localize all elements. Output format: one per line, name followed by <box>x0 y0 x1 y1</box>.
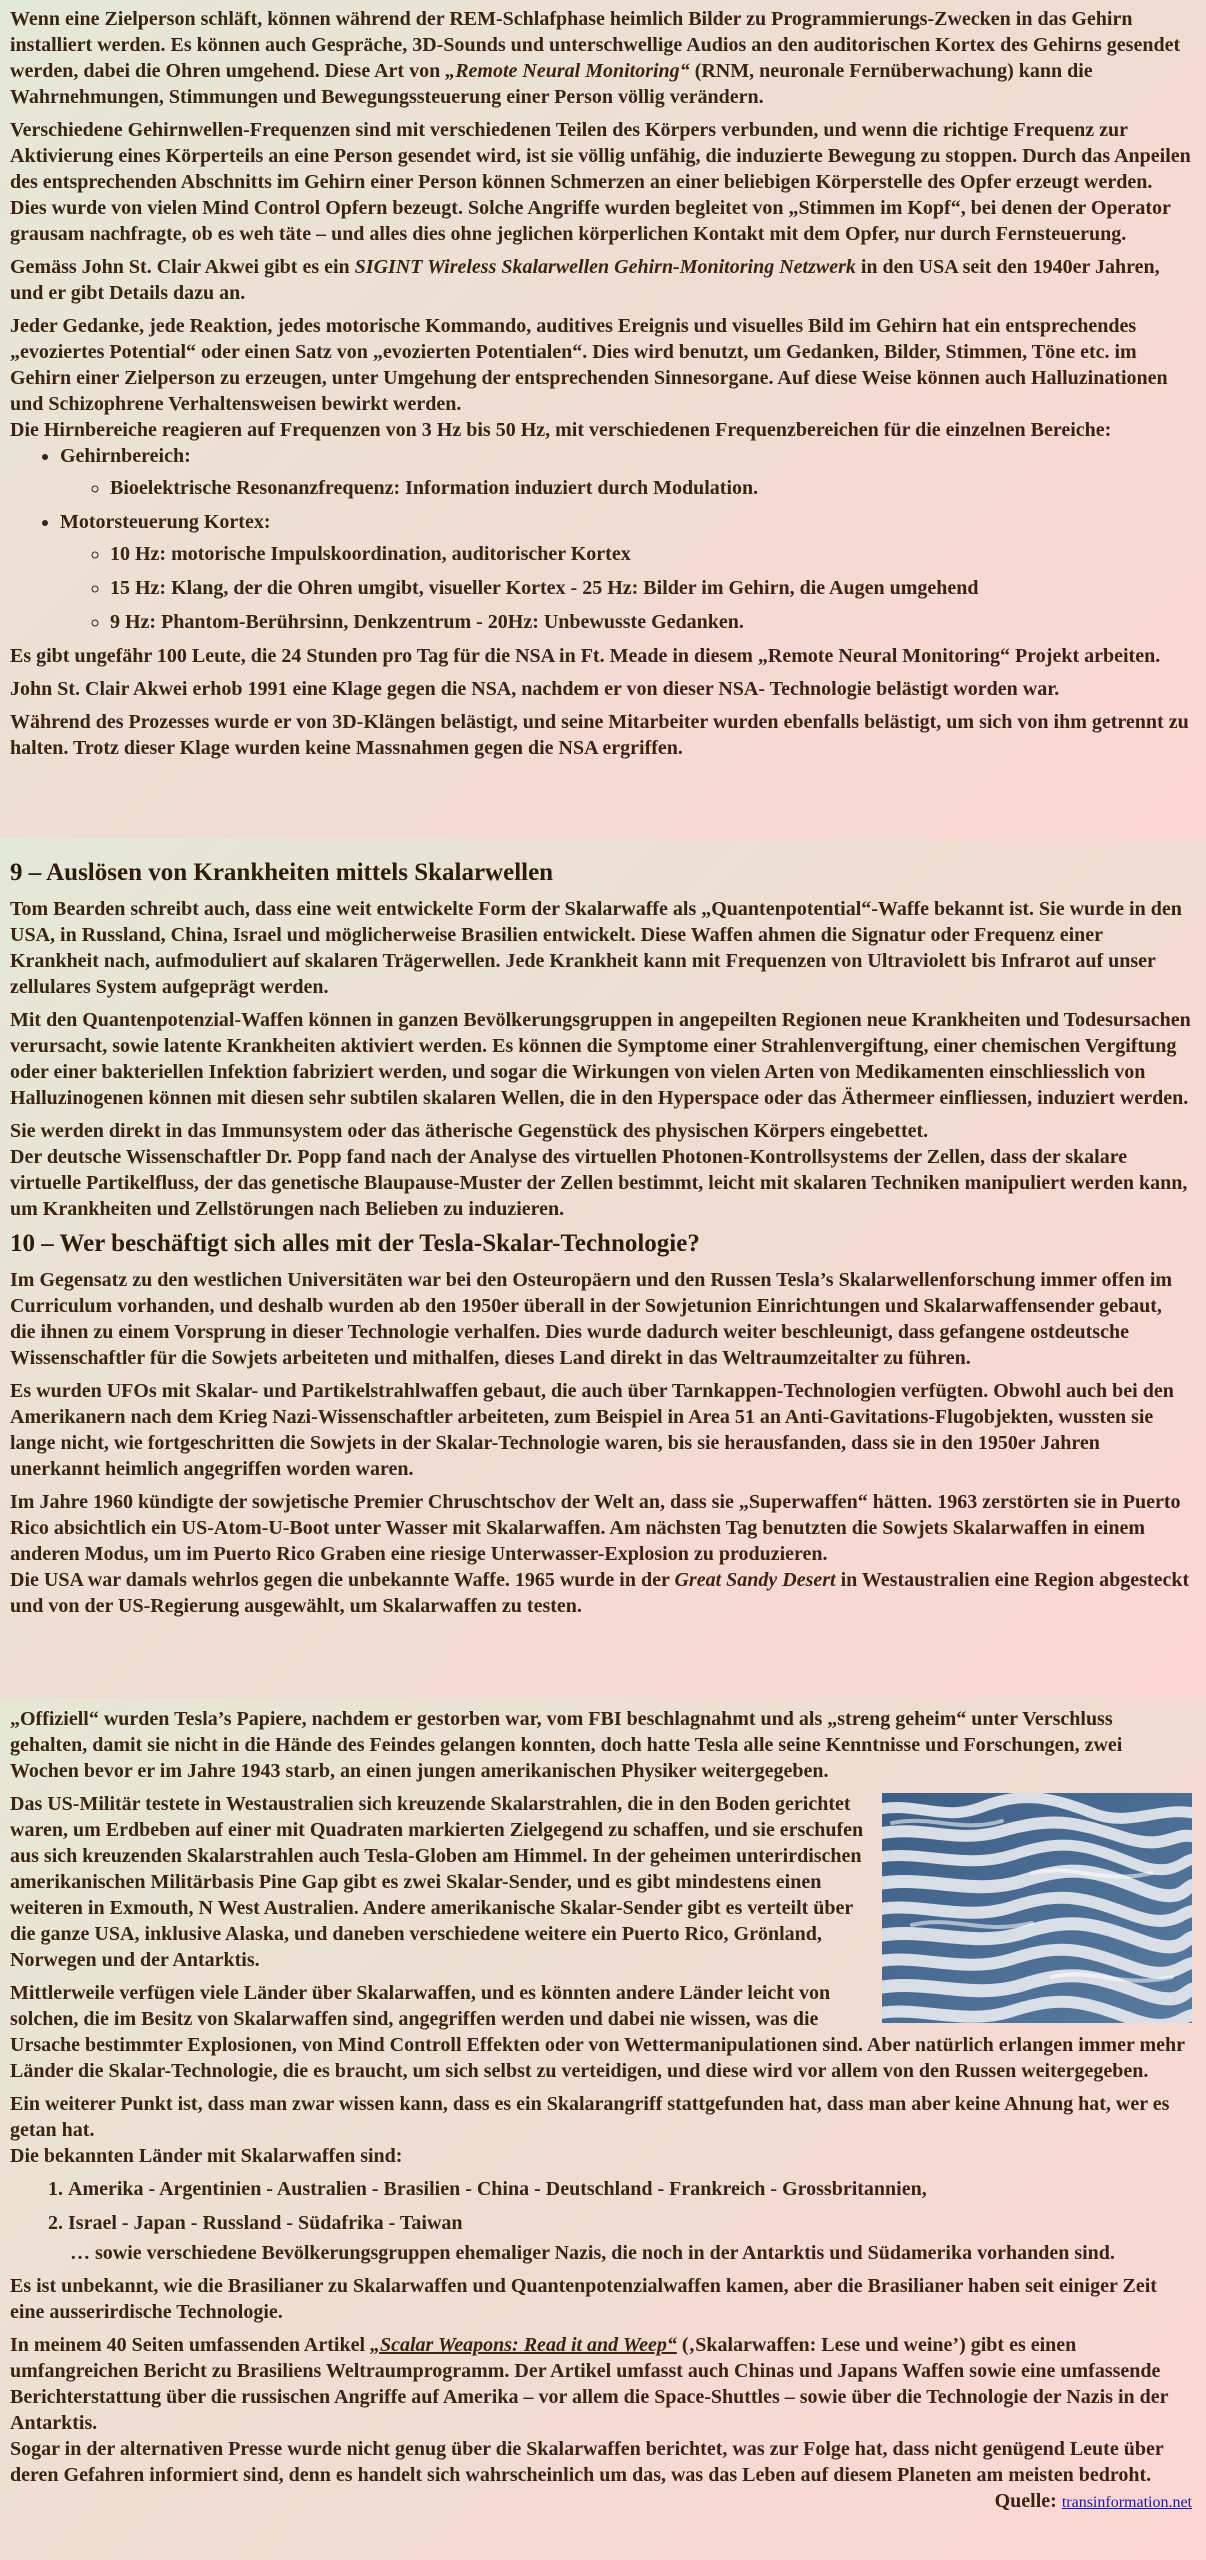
list-item: • Motorsteuerung Kortex: ◦ 10 Hz: motorische Impulskoordination, auditorischer Kortex ◦ 15 Hz: Klang, der die Ohren umgibt, visueller Kortex - 25 Hz: Bilder im Gehirn, die Augen umgehend ◦ 9 Hz: Phantom-Berührsinn, Denkzentrum - 20Hz: Unbewusste Gedanken. <box>60 509 1192 635</box>
list-item: • Gehirnbereich: ◦ Bioelektrische Resonanzfrequenz: Information induziert durch Modulation. <box>60 443 1192 501</box>
section-rnm <box>0 0 1206 838</box>
paragraph: Mittlerweile verfügen viele Länder über Skalarwaffen, und es könnten andere Länder leicht von solchen, die im Besitz von Skalarwaffen sind, angegriffen werden und dabei nie wissen, was die Ursache bestimmter Explosionen, von Mind Controll Effekten oder von Wettermanipulationen sind. Aber natürlich erlangen immer mehr Länder die Skalar-Technologie, die es braucht, um sich selbst zu verteidigen, und diese wird vor allem von den Russen weitergegeben. <box>10 1982 1185 2082</box>
paragraph: In meinem 40 Seiten umfassenden Artikel „Scalar Weapons: Read it and Weep“ (‚Skalarwaffen: Lese und weine’) gibt es einen umfangreichen Bericht zu Brasiliens Weltraumprogramm. Der Artikel umfasst auch Chinas und Japans Waffen sowie eine umfassende Berichterstattung über die russischen Angriffe auf Amerika – vor allem die Space-Shuttles – sowie über die Technologie der Nazis in der Antarktis. <box>10 2334 1169 2434</box>
section-krankheiten <box>0 838 1206 1698</box>
paragraph: Gemäss John St. Clair Akwei gibt es ein SIGINT Wireless Skalarwellen Gehirn-Monitoring Netzwerk in den USA seit den 1940er Jahren, und er gibt Details dazu an. <box>10 256 1160 304</box>
paragraph: Ein weiterer Punkt ist, dass man zwar wissen kann, dass es ein Skalarangriff stattgefunden hat, dass man aber keine Ahnung hat, wer es getan hat. <box>10 2093 1170 2141</box>
paragraph: Verschiedene Gehirnwellen-Frequenzen sind mit verschiedenen Teilen des Körpers verbunden, und wenn die richtige Frequenz zur Aktivierung eines Körperteils an eine Person gesendet wird, ist sie völlig unfähig, die induzierte Bewegung zu stoppen. Durch das Anpeilen des entsprechenden Abschnitts im Gehirn einer Person können Schmerzen an einer beliebigen Körperstelle des Opfer erzeugt werden. Dies wurde von vielen Mind Control Opfern bezeugt. Solche Angriffe wurden begleitet von „Stimmen im Kopf“, bei denen der Operator grausam nachfragte, ob es weh täte – und alles dies ohne jeglichen körperlichen Kontakt mit dem Opfer, nur durch Fernsteuerung. <box>10 119 1191 245</box>
paragraph: Tom Bearden schreibt auch, dass eine weit entwickelte Form der Skalarwaffe als „Quantenpotential“-Waffe bekannt ist. Sie wurde in den USA, in Russland, China, Israel und möglicherweise Brasilien entwickelt. Diese Waffen ahmen die Signatur oder Frequenz einer Krankheit nach, aufmoduliert auf skalaren Trägerwellen. Jede Krankheit kann mit Frequenzen von Ultraviolett bis Infrarot auf unser zellulares System aufgeprägt werden. <box>10 898 1182 998</box>
paragraph: Der deutsche Wissenschaftler Dr. Popp fand nach der Analyse des virtuellen Photonen-Kontrollsystems der Zellen, dass der skalare virtuelle Partikelfluss, der das genetische Blaupause-Muster der Zellen bestimmt, leicht mit skalaren Techniken manipuliert werden kann, um Krankheiten und Zellstörungen nach Belieben zu induzieren. <box>10 1146 1188 1220</box>
paragraph: Mit den Quantenpotenzial-Waffen können in ganzen Bevölkerungsgruppen in angepeilten Regionen neue Krankheiten und Todesursachen verursacht, sowie latente Krankheiten aktiviert werden. Es können die Symptome einer Strahlenvergiftung, einer chemischen Vergiftung oder einer bakteriellen Infektion fabriziert werden, und sogar die Wirkungen von vielen Arten von Medikamenten einschliesslich von Halluzinogenen können mit diesen sehr subtilen skalaren Wellen, die in den Hyperspace oder das Äthermeer einfliessen, induziert werden. <box>10 1009 1191 1109</box>
section-tesla <box>0 1698 1206 2560</box>
paragraph: Es ist unbekannt, wie die Brasilianer zu Skalarwaffen und Quantenpotenzialwaffen kamen, aber die Brasilianer haben seit einiger Zeit eine ausserirdische Technologie. <box>10 2275 1157 2323</box>
paragraph: Die bekannten Länder mit Skalarwaffen sind: <box>10 2145 403 2167</box>
frequency-list <box>10 443 1192 635</box>
list-item: ◦ 15 Hz: Klang, der die Ohren umgibt, visueller Kortex - 25 Hz: Bilder im Gehirn, die Augen umgehend <box>110 575 1192 601</box>
source-credit: Quelle: transinformation.net <box>994 2490 1192 2512</box>
countries-list <box>10 2176 1192 2236</box>
list-item: 1. Amerika - Argentinien - Australien - Brasilien - China - Deutschland - Frankreich - Grossbritannien, <box>68 2176 1192 2202</box>
list-item: ◦ Bioelektrische Resonanzfrequenz: Information induziert durch Modulation. <box>110 475 1192 501</box>
paragraph: Das US-Militär testete in Westaustralien sich kreuzende Skalarstrahlen, die in den Boden gerichtet waren, um Erdbeben auf einer mit Quadraten markierten Zielgegend zu schaffen, und sie erschufen aus sich kreuzenden Skalarstrahlen auch Tesla-Globen am Himmel. In der geheimen unterirdischen amerikanischen Militärbasis Pine Gap gibt es zwei Skalar-Sender, und es gibt mindestens einen weiteren in Exmouth, N West Australien. Andere amerikanische Skalar-Sender gibt es verteilt über die ganze USA, inklusive Alaska, und daneben verschiedene weitere ein Puerto Rico, Grönland, Norwegen und der Antarktis. <box>10 1793 864 1971</box>
paragraph: Sie werden direkt in das Immunsystem oder das ätherische Gegenstück des physischen Körpers eingebettet. <box>10 1120 929 1142</box>
paragraph: Es gibt ungefähr 100 Leute, die 24 Stunden pro Tag für die NSA in Ft. Meade in diesem „Remote Neural Monitoring“ Projekt arbeiten. <box>10 645 1161 667</box>
paragraph: John St. Clair Akwei erhob 1991 eine Klage gegen die NSA, nachdem er von dieser NSA- Technologie belästigt worden war. <box>10 678 1060 700</box>
cloud-sky-image <box>882 1793 1192 2023</box>
list-item: ◦ 10 Hz: motorische Impulskoordination, auditorischer Kortex <box>110 541 1192 567</box>
paragraph: Jeder Gedanke, jede Reaktion, jedes motorische Kommando, auditives Ereignis und visuelles Bild im Gehirn hat ein entsprechendes „evoziertes Potential“ oder einen Satz von „evozierten Potentialen“. Dies wird benutzt, um Gedanken, Bilder, Stimmen, Töne etc. im Gehirn einer Zielperson zu erzeugen, unter Umgehung der entsprechenden Sinnesorgane. Auf diese Weise können auch Halluzinationen und Schizophrene Verhaltensweisen bewirkt werden. <box>10 315 1168 415</box>
paragraph: Im Gegensatz zu den westlichen Universitäten war bei den Osteuropäern und den Russen Tesla’s Skalarwellenforschung immer offen im Curriculum vorhanden, und deshalb wurden ab den 1950er überall in der Sowjetunion Einrichtungen und Skalarwaffensender gebaut, die ihnen zu einem Vorsprung in dieser Technologie verhalfen. Dies wurde dadurch weiter beschleunigt, dass gefangene ostdeutsche Wissenschaftler für die Sowjets arbeiteten und mithalfen, dieses Land direkt in das Weltraumzeitalter zu führen. <box>10 1269 1173 1369</box>
section-heading: 10 – Wer beschäftigt sich alles mit der Tesla-Skalar-Technologie? <box>10 1230 700 1257</box>
paragraph: … sowie verschiedene Bevölkerungsgruppen ehemaliger Nazis, die noch in der Antarktis und Südamerika vorhanden sind. <box>70 2242 1115 2264</box>
paragraph: „Offiziell“ wurden Tesla’s Papiere, nachdem er gestorben war, vom FBI beschlagnahmt und als „streng geheim“ unter Verschluss gehalten, damit sie nicht in die Hände des Feindes gelangen konnten, doch hatte Tesla alle seine Kenntnisse und Forschungen, zwei Wochen bevor er im Jahre 1943 starb, an einen jungen amerikanischen Physiker weitergegeben. <box>10 1708 1123 1782</box>
list-item: ◦ 9 Hz: Phantom-Berührsinn, Denkzentrum - 20Hz: Unbewusste Gedanken. <box>110 609 1192 635</box>
paragraph: Die USA war damals wehrlos gegen die unbekannte Waffe. 1965 wurde in der Great Sandy Desert in Westaustralien eine Region abgesteckt und von der US-Regierung ausgewählt, um Skalarwaffen zu testen. <box>10 1569 1190 1617</box>
list-item: 2. Israel - Japan - Russland - Südafrika - Taiwan <box>68 2210 1192 2236</box>
paragraph: Im Jahre 1960 kündigte der sowjetische Premier Chruschtschov der Welt an, dass sie „Superwaffen“ hätten. 1963 zerstörten sie in Puerto Rico absichtlich ein US-Atom-U-Boot unter Wasser mit Skalarwaffen. Am nächsten Tag benutzten die Sowjets Skalarwaffen in einem anderen Modus, um im Puerto Rico Graben eine riesige Unterwasser-Explosion zu produzieren. <box>10 1491 1181 1565</box>
paragraph: Während des Prozesses wurde er von 3D-Klängen belästigt, und seine Mitarbeiter wurden ebenfalls belästigt, um sich von ihm getrennt zu halten. Trotz dieser Klage wurden keine Massnahmen gegen die NSA ergriffen. <box>10 711 1189 759</box>
paragraph: Sogar in der alternativen Presse wurde nicht genug über die Skalarwaffen berichtet, was zur Folge hat, dass nicht genügend Leute über deren Gefahren informiert sind, denn es handelt sich wahrscheinlich um das, was das Leben auf diesem Planeten am meisten bedroht. Quelle: transinformation.net <box>10 2436 1192 2488</box>
source-link[interactable]: transinformation.net <box>1061 2494 1192 2511</box>
paragraph: Wenn eine Zielperson schläft, können während der REM-Schlafphase heimlich Bilder zu Programmierungs-Zwecken in das Gehirn installiert werden. Es können auch Gespräche, 3D-Sounds und unterschwellige Audios an den auditorischen Kortex des Gehirns gesendet werden, dabei die Ohren umgehend. Diese Art von „Remote Neural Monitoring“ (RNM, neuronale Fernüberwachung) kann die Wahrnehmungen, Stimmungen und Bewegungssteuerung einer Person völlig verändern. <box>10 8 1181 108</box>
paragraph: Es wurden UFOs mit Skalar- und Partikelstrahlwaffen gebaut, die auch über Tarnkappen-Technologien verfügten. Obwohl auch bei den Amerikanern nach dem Krieg Nazi-Wissenschaftler arbeiteten, zum Beispiel in Area 51 an Anti-Gavitations-Flugobjekten, wussten sie lange nicht, wie fortgeschritten die Sowjets in der Skalar-Technologie waren, bis sie herausfanden, dass sie in den 1950er Jahren unerkannt heimlich angegriffen worden waren. <box>10 1380 1174 1480</box>
section-heading: 9 – Auslösen von Krankheiten mittels Skalarwellen <box>10 859 554 886</box>
paragraph: Die Hirnbereiche reagieren auf Frequenzen von 3 Hz bis 50 Hz, mit verschiedenen Frequenzbereichen für die einzelnen Bereiche: <box>10 419 1112 441</box>
